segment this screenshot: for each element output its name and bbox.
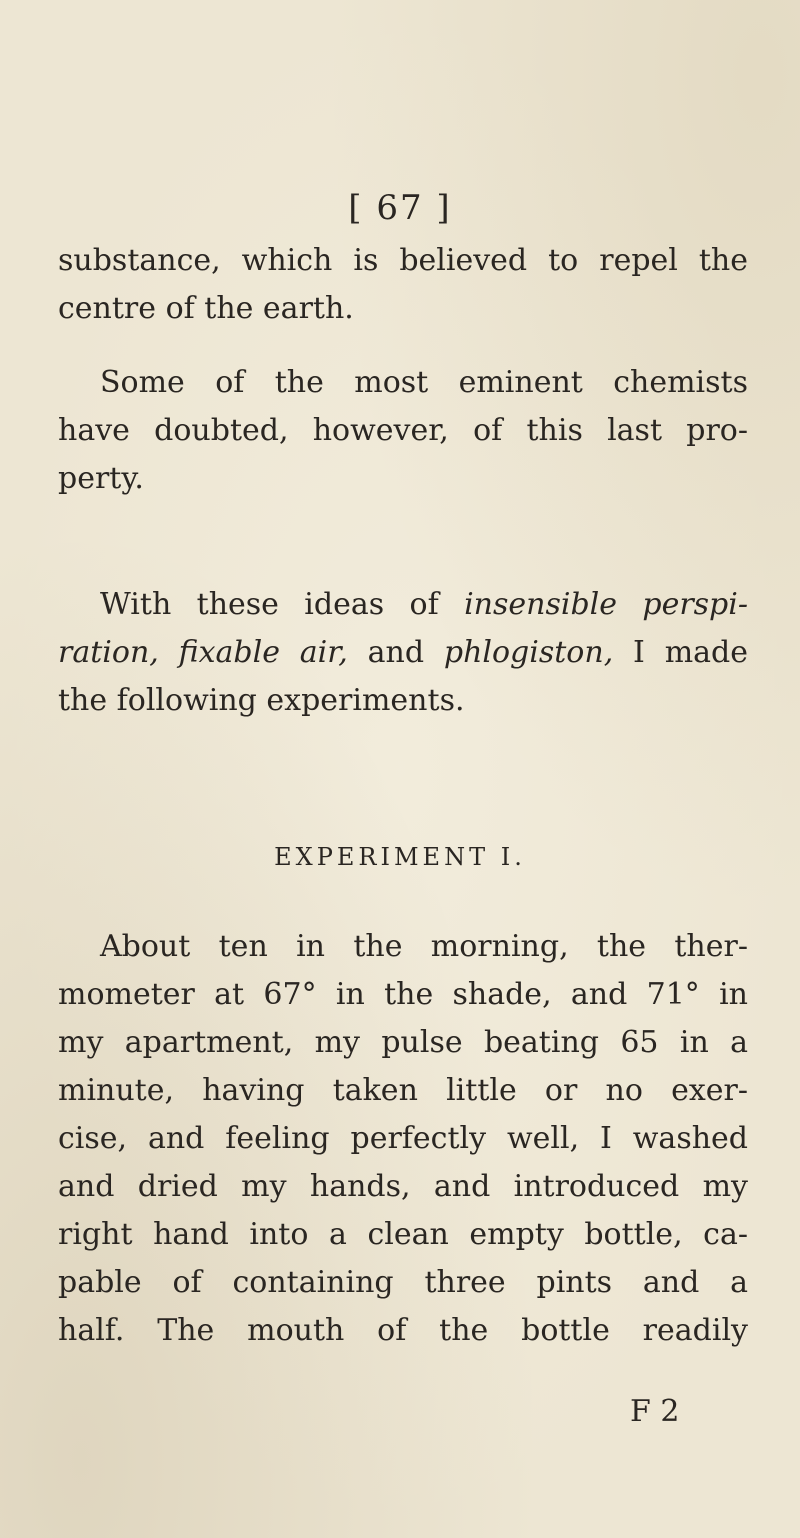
italic-term: phlogiston,: [443, 635, 614, 670]
paragraph-1: [58, 237, 748, 333]
section-heading: EXPERIMENT I.: [274, 843, 526, 871]
signature-mark: F 2: [630, 1394, 680, 1429]
italic-term: insensible perspi-: [464, 587, 748, 622]
text-line: half. The mouth of the bottle readily: [58, 1313, 748, 1348]
text-line: centre of the earth.: [58, 291, 354, 326]
italic-term: ration, fixable air,: [58, 635, 348, 670]
text-line: cise, and feeling perfectly well, I washed: [58, 1121, 748, 1156]
text-line: About ten in the morning, the ther-: [100, 929, 748, 964]
paragraph-4: [58, 923, 748, 1355]
paragraph-3: [58, 581, 748, 725]
text-line: the following experiments.: [58, 683, 465, 718]
text-line: [58, 629, 748, 677]
text-run: and: [347, 635, 444, 670]
text-line: have doubted, however, of this last pro-: [58, 413, 748, 448]
paragraph-2: [58, 359, 748, 503]
text-line: Some of the most eminent chemists: [100, 365, 748, 400]
page-number-header: [ 67 ]: [348, 188, 452, 228]
text-line: minute, having taken little or no exer-: [58, 1073, 748, 1108]
text-line: and dried my hands, and introduced my: [58, 1169, 748, 1204]
text-line: [58, 581, 748, 629]
text-line: substance, which is believed to repel the: [58, 243, 748, 278]
text-line: my apartment, my pulse beating 65 in a: [58, 1025, 748, 1060]
text-line: right hand into a clean empty bottle, ca-: [58, 1217, 748, 1252]
text-line: perty.: [58, 461, 144, 496]
text-run: I made: [613, 635, 748, 670]
text-run: With these ideas of: [100, 587, 465, 622]
text-line: pable of containing three pints and a: [58, 1265, 748, 1300]
text-line: mometer at 67° in the shade, and 71° in: [58, 977, 748, 1012]
